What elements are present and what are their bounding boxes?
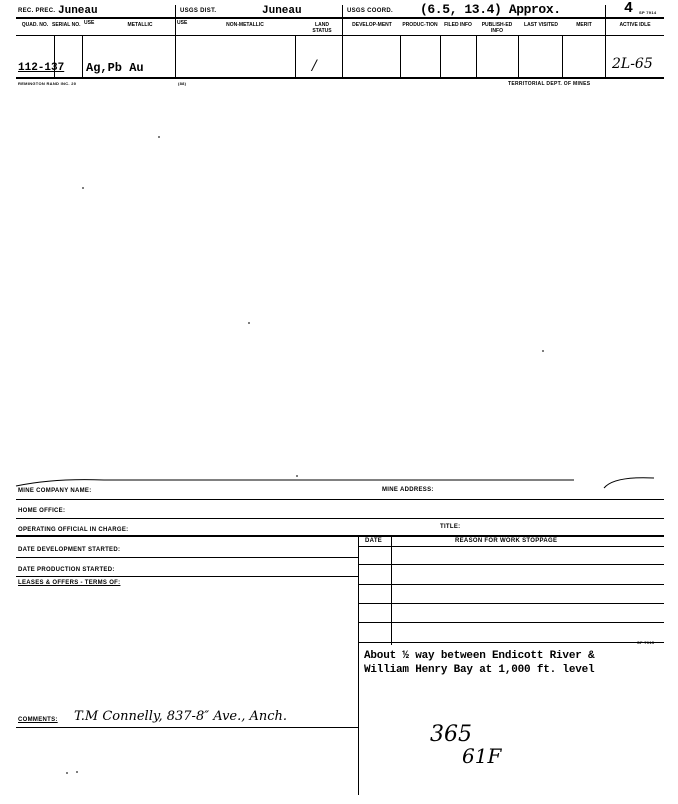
footer-mid: (88) — [178, 81, 187, 86]
location-line-1: About ½ way between Endicott River & — [364, 650, 595, 662]
active-idle-value: 2L-65 — [612, 56, 653, 72]
form-number-bottom: SP 7915 — [637, 640, 655, 645]
rule — [358, 642, 664, 643]
rule — [358, 564, 664, 565]
metallic-value: Ag,Pb Au — [86, 61, 144, 75]
footer-left: REMINGTON RAND INC. 20 — [18, 81, 77, 86]
rule — [358, 603, 664, 604]
column-header-rule — [16, 35, 664, 36]
speck — [66, 772, 68, 774]
rule — [16, 557, 358, 558]
rule — [358, 622, 664, 623]
divider — [476, 35, 477, 77]
divider — [440, 35, 441, 77]
rule — [16, 518, 664, 519]
divider — [605, 5, 606, 77]
operating-official-label: OPERATING OFFICIAL IN CHARGE: — [18, 527, 129, 533]
prod-started-label: DATE PRODUCTION STARTED: — [18, 567, 115, 573]
rec-prec-label: REC. PREC. — [18, 8, 56, 14]
divider — [342, 5, 343, 77]
usgs-dist-value: Juneau — [262, 5, 302, 17]
col-metallic: METALLIC — [127, 22, 153, 28]
title-label: TITLE: — [440, 524, 461, 530]
header-rule — [16, 17, 664, 19]
leases-label: LEASES & OFFERS - TERMS OF: — [18, 580, 121, 586]
reason-col-label: REASON FOR WORK STOPPAGE — [455, 538, 558, 544]
home-office-label: HOME OFFICE: — [18, 508, 66, 514]
col-land-status: LAND STATUS — [312, 22, 332, 34]
footer-right: TERRITORIAL DEPT. OF MINES — [508, 81, 591, 87]
col-serial: SERIAL NO. — [52, 22, 81, 28]
col-production: PRODUC-TION — [402, 22, 438, 28]
col-quad: QUAD. NO. — [21, 22, 49, 28]
col-use-1: USE — [84, 20, 95, 26]
hand-note-1: 365 — [430, 722, 472, 747]
col-filed-info: FILED INFO — [444, 22, 472, 28]
dev-started-label: DATE DEVELOPMENT STARTED: — [18, 547, 121, 553]
divider — [82, 35, 83, 77]
usgs-dist-label: USGS DIST. — [180, 8, 217, 14]
divider — [175, 5, 176, 77]
col-active-idle: ACTIVE IDLE — [619, 22, 651, 28]
mine-company-label: MINE COMPANY NAME: — [18, 488, 92, 494]
serial-value: 112-137 — [18, 62, 65, 74]
rule — [358, 546, 664, 547]
rec-prec-value: Juneau — [58, 5, 98, 17]
speck — [82, 187, 84, 189]
col-merit: MERIT — [576, 22, 592, 28]
usgs-coord-value: (6.5, 13.4) Approx. — [420, 2, 561, 17]
speck — [158, 136, 160, 138]
rule — [358, 584, 664, 585]
col-last-visited: LAST VISITED — [524, 22, 558, 28]
hand-note-2: 61F — [462, 744, 502, 768]
table-divider — [358, 535, 359, 795]
rule — [16, 535, 664, 537]
rule — [16, 576, 358, 577]
form-number-top: SP 7914 — [639, 10, 657, 15]
table-divider — [391, 535, 392, 645]
comments-label: COMMENTS: — [18, 717, 58, 723]
col-published-info: PUBLISH-ED INFO — [481, 22, 513, 34]
comments-value: T.M Connelly, 837-8″ Ave., Anch. — [74, 709, 288, 724]
land-status-value: / — [312, 58, 317, 74]
speck — [76, 771, 78, 773]
location-line-2: William Henry Bay at 1,000 ft. level — [364, 664, 595, 676]
speck — [248, 322, 250, 324]
speck — [542, 350, 544, 352]
card-edge — [14, 474, 664, 490]
divider — [400, 35, 401, 77]
rule — [16, 727, 358, 728]
mine-address-label: MINE ADDRESS: — [382, 487, 434, 493]
rule — [16, 499, 664, 500]
usgs-coord-label: USGS COORD. — [347, 8, 393, 14]
divider — [295, 35, 296, 77]
sheet-number: 4 — [624, 0, 634, 17]
divider — [518, 35, 519, 77]
date-col-label: DATE — [365, 538, 383, 544]
col-development: DEVELOP-MENT — [352, 22, 392, 28]
divider — [562, 35, 563, 77]
col-nonmetallic: NON-METALLIC — [226, 22, 264, 28]
col-use-2: USE — [177, 20, 188, 26]
row-bottom-rule — [16, 77, 664, 79]
